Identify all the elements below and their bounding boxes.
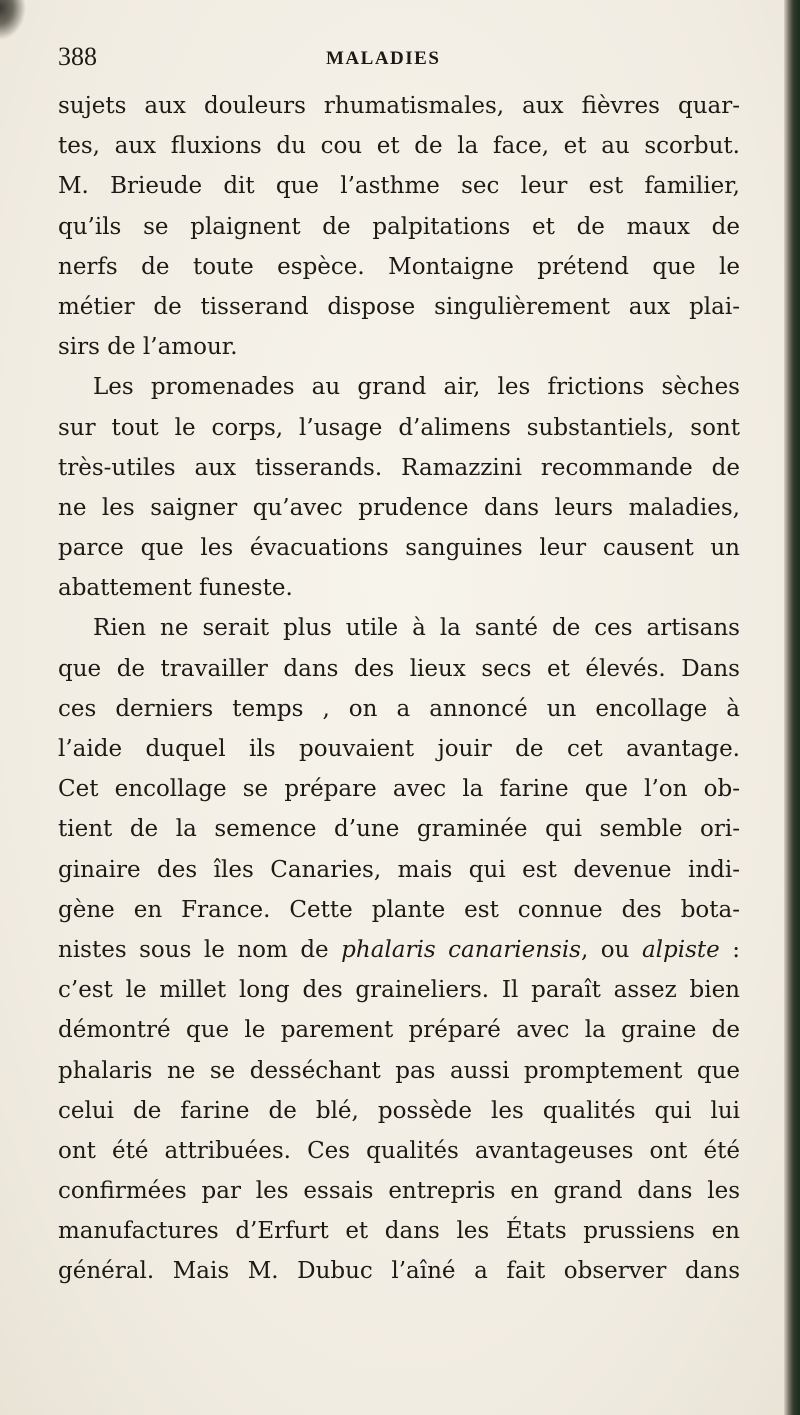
text-line: parce que les évacuations sanguines leur causent un: [58, 535, 740, 562]
text-line: ginaire des îles Canaries, mais qui est devenue indi-: [58, 856, 740, 883]
page-number: 388: [58, 42, 97, 71]
text-fragment: nistes sous le nom de: [58, 936, 342, 963]
running-title: MALADIES: [326, 48, 441, 69]
text-line: général. Mais M. Dubuc l’aîné a fait observer dans: [58, 1258, 740, 1285]
italic-term: alpiste: [641, 936, 720, 963]
text-line: l’aide duquel ils pouvaient jouir de cet avantage.: [58, 736, 740, 762]
text-line: abattement funeste.: [58, 575, 293, 602]
text-line: phalaris ne se desséchant pas aussi promptement que: [58, 1057, 740, 1084]
page-corner-stain: [0, 0, 26, 40]
text-line: tient de la semence d’une graminée qui semble ori-: [58, 816, 740, 843]
text-line: celui de farine de blé, possède les qualités qui lui: [58, 1097, 740, 1124]
text-line: que de travailler dans des lieux secs et élevés. Dans: [58, 655, 740, 682]
text-line: manufactures d’Erfurt et dans les États prussiens en: [58, 1218, 740, 1245]
text-line: sujets aux douleurs rhumatismales, aux fièvres quar-: [58, 93, 740, 119]
text-line: confirmées par les essais entrepris en grand dans les: [58, 1178, 740, 1205]
italic-term: phalaris canariensis: [341, 936, 581, 963]
text-line: très-utiles aux tisserands. Ramazzini recommande de: [58, 454, 740, 481]
body-text: [58, 86, 740, 1292]
text-line: Les promenades au grand air, les frictions sèches: [93, 374, 740, 401]
page-binding-edge: [784, 0, 800, 1415]
text-line: démontré que le parement préparé avec la graine de: [58, 1017, 740, 1044]
text-line: nerfs de toute espèce. Montaigne prétend que le: [58, 253, 740, 280]
text-fragment: , ou: [580, 936, 642, 963]
text-line: sirs de l’amour.: [58, 334, 238, 361]
text-fragment: :: [719, 936, 740, 963]
text-line: gène en France. Cette plante est connue des bota-: [58, 896, 740, 923]
text-line: c’est le millet long des graineliers. Il paraît assez bien: [58, 977, 740, 1004]
text-line: M. Brieude dit que l’asthme sec leur est familier,: [58, 173, 740, 200]
running-head: [58, 40, 738, 80]
text-line: Rien ne serait plus utile à la santé de ces artisans: [93, 615, 740, 642]
text-line: métier de tisserand dispose singulièrement aux plai-: [58, 293, 740, 320]
text-line: ces derniers temps , on a annoncé un encollage à: [58, 695, 740, 722]
text-line: qu’ils se plaignent de palpitations et de maux de: [58, 213, 740, 240]
text-line: tes, aux fluxions du cou et de la face, et au scorbut.: [58, 133, 740, 160]
text-line: sur tout le corps, l’usage d’alimens substantiels, sont: [58, 414, 740, 441]
text-line: ne les saigner qu’avec prudence dans leurs maladies,: [58, 494, 740, 521]
text-line: Cet encollage se prépare avec la farine que l’on ob-: [58, 776, 740, 803]
text-line: ont été attribuées. Ces qualités avantageuses ont été: [58, 1137, 740, 1164]
text-line-with-italics: [58, 930, 740, 970]
